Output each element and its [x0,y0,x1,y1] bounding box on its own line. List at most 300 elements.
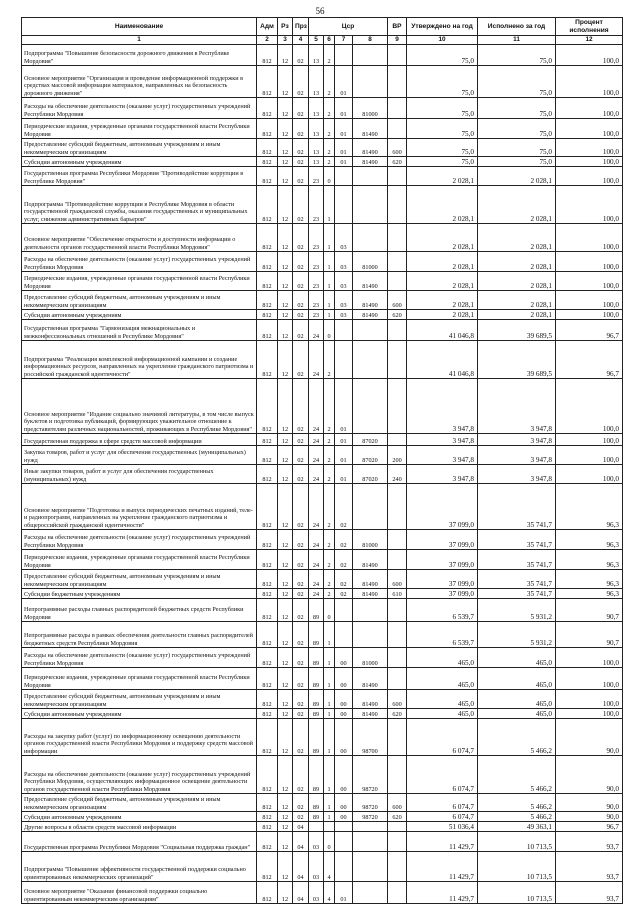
row-csr-direction [353,186,388,224]
row-csr-direction [353,484,388,530]
row-csr-subprogram: 1 [324,252,335,272]
row-adm: 812 [257,882,278,904]
row-csr-event: 00 [335,668,353,690]
row-fact: 2 028,1 [478,186,556,224]
row-csr-subprogram: 2 [324,446,335,465]
row-prz: 02 [293,599,309,622]
row-csr-direction [353,599,388,622]
row-csr-event: 01 [335,66,353,98]
row-csr-direction [353,822,388,832]
row-rz: 12 [278,98,293,119]
row-adm: 812 [257,550,278,570]
row-csr-event [335,167,353,186]
row-percent: 93,7 [556,882,623,904]
row-vr [388,622,407,648]
row-name: Субсидии автономным учреждениям [22,310,257,320]
row-csr-direction: 81490 [353,291,388,310]
row-csr-direction: 87020 [353,446,388,465]
row-plan: 6 074,7 [407,794,478,812]
row-rz: 12 [278,709,293,719]
row-csr-subprogram: 1 [324,756,335,794]
row-prz: 02 [293,530,309,550]
row-csr-subprogram: 2 [324,589,335,599]
row-adm: 812 [257,310,278,320]
row-rz: 12 [278,622,293,648]
row-csr-subprogram: 0 [324,599,335,622]
table-row [22,252,623,272]
table-row [22,291,623,310]
row-csr-event: 01 [335,139,353,157]
col-index: 9 [388,36,407,45]
row-csr-direction: 98720 [353,756,388,794]
row-percent: 100,0 [556,465,623,484]
row-rz: 12 [278,822,293,832]
row-csr-subprogram: 1 [324,310,335,320]
row-csr-event: 02 [335,530,353,550]
row-name: Основное мероприятие "Подготовка и выпуск периодических печатных изданий, теле- и радиопрограмм, направленных на укрепление гражданского патриотизма и общероссийской гражданской идентичности" [22,484,257,530]
row-csr-subprogram: 2 [324,570,335,589]
table-row [22,446,623,465]
row-percent: 96,3 [556,530,623,550]
row-csr-program: 23 [309,291,324,310]
row-prz: 02 [293,756,309,794]
row-prz: 02 [293,379,309,434]
row-rz: 12 [278,550,293,570]
row-adm: 812 [257,252,278,272]
table-row [22,852,623,882]
row-csr-subprogram: 1 [324,224,335,252]
row-vr: 600 [388,139,407,157]
row-rz: 12 [278,668,293,690]
row-prz: 02 [293,186,309,224]
row-csr-program: 24 [309,589,324,599]
row-plan: 37 099,0 [407,484,478,530]
row-csr-subprogram: 1 [324,648,335,668]
row-rz: 12 [278,66,293,98]
row-percent: 100,0 [556,709,623,719]
row-adm: 812 [257,465,278,484]
row-rz: 12 [278,310,293,320]
row-adm: 812 [257,719,278,756]
row-vr [388,167,407,186]
row-fact: 2 028,1 [478,167,556,186]
row-plan: 41 046,8 [407,320,478,341]
row-prz: 02 [293,719,309,756]
row-plan: 37 099,0 [407,550,478,570]
table-row [22,119,623,139]
row-fact: 5 931,2 [478,599,556,622]
row-csr-program: 24 [309,379,324,434]
row-csr-subprogram: 1 [324,668,335,690]
row-name: Предоставление субсидий бюджетным, автономным учреждениям и иным некоммерческим организациям [22,291,257,310]
row-vr: 600 [388,690,407,709]
row-csr-program: 89 [309,812,324,822]
row-fact: 3 947,8 [478,446,556,465]
row-vr: 600 [388,794,407,812]
row-csr-direction: 81490 [353,139,388,157]
row-rz: 12 [278,45,293,66]
row-csr-subprogram: 2 [324,379,335,434]
row-csr-program: 89 [309,709,324,719]
row-plan: 75,0 [407,119,478,139]
table-row [22,139,623,157]
row-name: Расходы на обеспечение деятельности (оказание услуг) государственных учреждений Республики Мордовия [22,252,257,272]
row-rz: 12 [278,719,293,756]
row-fact: 2 028,1 [478,291,556,310]
row-percent: 100,0 [556,379,623,434]
table-row [22,98,623,119]
row-vr [388,832,407,852]
row-prz: 02 [293,45,309,66]
row-csr-event: 01 [335,446,353,465]
row-percent: 96,7 [556,320,623,341]
row-percent: 93,7 [556,852,623,882]
row-adm: 812 [257,852,278,882]
row-csr-direction: 81490 [353,119,388,139]
row-percent: 96,7 [556,341,623,379]
table-row [22,599,623,622]
row-name: Расходы на обеспечение деятельности (оказание услуг) государственных учреждений Республики Мордовия [22,648,257,668]
row-plan: 465,0 [407,668,478,690]
row-csr-direction: 81000 [353,530,388,550]
row-percent: 100,0 [556,119,623,139]
row-csr-event: 01 [335,157,353,167]
row-percent: 100,0 [556,98,623,119]
row-prz: 02 [293,119,309,139]
row-adm: 812 [257,157,278,167]
row-plan: 6 539,7 [407,622,478,648]
row-vr: 620 [388,157,407,167]
row-adm: 812 [257,167,278,186]
row-csr-event: 02 [335,570,353,589]
row-prz: 02 [293,310,309,320]
row-vr [388,224,407,252]
row-csr-program: 24 [309,341,324,379]
row-adm: 812 [257,530,278,550]
row-percent: 90,0 [556,719,623,756]
row-csr-subprogram: 0 [324,320,335,341]
row-name: Предоставление субсидий бюджетным, автономным учреждениям и иным некоммерческим организациям [22,139,257,157]
row-plan: 3 947,8 [407,465,478,484]
row-csr-direction: 87020 [353,434,388,446]
row-name: Периодические издания, учрежденные органами государственной власти Республики Мордовия [22,550,257,570]
row-csr-event: 02 [335,589,353,599]
row-csr-direction [353,224,388,252]
row-plan: 6 074,7 [407,756,478,794]
table-row [22,832,623,852]
row-prz: 02 [293,291,309,310]
row-csr-program: 24 [309,570,324,589]
table-row [22,690,623,709]
row-prz: 02 [293,167,309,186]
row-fact: 3 947,8 [478,379,556,434]
row-csr-direction: 98720 [353,812,388,822]
row-percent: 100,0 [556,252,623,272]
row-name: Основное мероприятие "Организация и проведение информационной поддержки в средствах массовой информации материалов, направленных на безопасность дорожного движения" [22,66,257,98]
row-csr-direction: 98700 [353,719,388,756]
row-vr [388,45,407,66]
row-vr [388,66,407,98]
col-index: 1 [22,36,257,45]
header-rz: Рз [278,18,293,36]
row-adm: 812 [257,709,278,719]
row-vr [388,379,407,434]
row-csr-event [335,45,353,66]
row-rz: 12 [278,119,293,139]
row-csr-program: 23 [309,310,324,320]
row-vr: 240 [388,465,407,484]
row-csr-direction: 81490 [353,272,388,291]
row-vr: 610 [388,589,407,599]
row-csr-direction: 81000 [353,252,388,272]
row-csr-program: 13 [309,157,324,167]
row-csr-subprogram: 2 [324,465,335,484]
row-percent: 96,3 [556,589,623,599]
row-percent: 90,0 [556,794,623,812]
row-csr-event: 03 [335,272,353,291]
row-prz: 02 [293,66,309,98]
row-prz: 02 [293,341,309,379]
row-prz: 02 [293,465,309,484]
header-prz: Прз [293,18,309,36]
row-csr-program: 24 [309,465,324,484]
row-rz: 12 [278,224,293,252]
header-plan: Утверждено на год [407,18,478,36]
row-name: Подпрограмма "Противодействие коррупции в Республике Мордовия в области государственной гражданской службы, оказания государственных и муниципальных услуг, снижения административных барьеров" [22,186,257,224]
row-prz: 02 [293,139,309,157]
row-csr-event: 01 [335,379,353,434]
row-percent: 90,7 [556,622,623,648]
row-adm: 812 [257,589,278,599]
row-csr-subprogram: 2 [324,45,335,66]
row-name: Расходы на обеспечение деятельности (оказание услуг) государственных учреждений Республики Мордовия [22,98,257,119]
row-vr [388,550,407,570]
row-csr-event: 03 [335,291,353,310]
row-csr-event: 00 [335,812,353,822]
row-name: Предоставление субсидий бюджетным, автономным учреждениям и иным некоммерческим организациям [22,794,257,812]
row-name: Расходы на закупку работ (услуг) по информационному освещению деятельности органов государственной власти Республики Мордовия и поддержку средств массовой информации [22,719,257,756]
row-rz: 12 [278,530,293,550]
row-csr-subprogram: 2 [324,530,335,550]
column-index-row [22,36,623,45]
row-name: Основное мероприятие "Обеспечение открытости и доступности информации о деятельности органов государственной власти Республики Мордовия" [22,224,257,252]
row-csr-direction: 98720 [353,794,388,812]
table-row [22,465,623,484]
row-adm: 812 [257,320,278,341]
row-name: Государственная поддержка в сфере средств массовой информации [22,434,257,446]
row-vr [388,599,407,622]
row-csr-event: 01 [335,98,353,119]
row-csr-subprogram: 2 [324,66,335,98]
row-vr [388,98,407,119]
table-row [22,167,623,186]
row-csr-direction: 81490 [353,310,388,320]
row-plan: 2 028,1 [407,167,478,186]
row-csr-event: 03 [335,224,353,252]
row-csr-program: 13 [309,66,324,98]
row-csr-program: 24 [309,550,324,570]
header-fact: Исполнено за год [478,18,556,36]
row-prz: 04 [293,832,309,852]
row-csr-program: 23 [309,167,324,186]
col-index: 3 [278,36,293,45]
row-rz: 12 [278,794,293,812]
row-csr-direction [353,379,388,434]
row-csr-program: 89 [309,599,324,622]
row-adm: 812 [257,622,278,648]
row-csr-program: 03 [309,882,324,904]
header-row [22,18,623,36]
row-csr-direction: 81490 [353,668,388,690]
row-csr-subprogram: 2 [324,434,335,446]
row-vr [388,252,407,272]
table-row [22,434,623,446]
row-csr-program: 24 [309,530,324,550]
row-csr-event [335,822,353,832]
row-plan: 75,0 [407,98,478,119]
table-row [22,484,623,530]
row-prz: 02 [293,812,309,822]
table-row [22,622,623,648]
table-row [22,570,623,589]
row-fact: 39 689,5 [478,341,556,379]
row-prz: 04 [293,882,309,904]
row-csr-subprogram: 2 [324,550,335,570]
row-percent: 100,0 [556,690,623,709]
row-prz: 02 [293,320,309,341]
header-vr: ВР [388,18,407,36]
row-plan: 51 036,4 [407,822,478,832]
row-plan: 37 099,0 [407,570,478,589]
row-plan: 2 028,1 [407,252,478,272]
row-name: Субсидии автономным учреждениям [22,812,257,822]
row-vr [388,852,407,882]
row-percent: 96,3 [556,550,623,570]
col-index: 6 [324,36,335,45]
row-csr-direction: 81490 [353,589,388,599]
row-plan: 3 947,8 [407,446,478,465]
row-percent: 100,0 [556,167,623,186]
row-adm: 812 [257,570,278,589]
row-adm: 812 [257,379,278,434]
row-prz: 02 [293,648,309,668]
row-fact: 35 741,7 [478,484,556,530]
row-csr-event: 00 [335,709,353,719]
row-prz: 02 [293,668,309,690]
row-csr-event: 01 [335,119,353,139]
row-rz: 12 [278,852,293,882]
row-csr-event: 00 [335,648,353,668]
row-vr [388,484,407,530]
col-index: 11 [478,36,556,45]
row-csr-program: 24 [309,320,324,341]
row-fact: 35 741,7 [478,589,556,599]
row-plan: 2 028,1 [407,224,478,252]
row-fact: 2 028,1 [478,224,556,252]
row-percent: 100,0 [556,272,623,291]
row-vr: 600 [388,291,407,310]
row-adm: 812 [257,648,278,668]
table-row [22,379,623,434]
row-vr [388,434,407,446]
row-csr-event: 02 [335,550,353,570]
row-name: Основное мероприятие "Оказание финансовой поддержки социально ориентированным некоммерческим организациям" [22,882,257,904]
row-rz: 12 [278,756,293,794]
row-rz: 12 [278,139,293,157]
row-name: Предоставление субсидий бюджетным, автономным учреждениям и иным некоммерческим организациям [22,690,257,709]
row-vr [388,341,407,379]
row-percent: 90,0 [556,756,623,794]
row-csr-subprogram: 2 [324,119,335,139]
row-prz: 04 [293,852,309,882]
row-csr-program: 24 [309,434,324,446]
row-vr [388,668,407,690]
row-fact: 5 466,2 [478,812,556,822]
row-fact: 75,0 [478,45,556,66]
row-vr [388,822,407,832]
row-csr-subprogram: 1 [324,719,335,756]
row-vr [388,719,407,756]
row-rz: 12 [278,690,293,709]
row-percent: 100,0 [556,157,623,167]
row-csr-subprogram: 1 [324,291,335,310]
row-rz: 12 [278,599,293,622]
row-rz: 12 [278,446,293,465]
row-plan: 465,0 [407,648,478,668]
row-percent: 96,7 [556,822,623,832]
row-adm: 812 [257,434,278,446]
row-rz: 12 [278,291,293,310]
table-row [22,272,623,291]
row-rz: 12 [278,434,293,446]
budget-table [21,17,623,904]
table-row [22,66,623,98]
row-percent: 100,0 [556,186,623,224]
table-row [22,157,623,167]
row-percent: 100,0 [556,224,623,252]
row-vr: 620 [388,310,407,320]
row-csr-program: 23 [309,272,324,291]
col-index: 8 [353,36,388,45]
row-csr-subprogram: 0 [324,167,335,186]
row-csr-event: 02 [335,484,353,530]
row-fact: 75,0 [478,66,556,98]
row-csr-program: 13 [309,45,324,66]
page-number: 56 [315,6,325,16]
row-csr-subprogram: 4 [324,852,335,882]
row-csr-subprogram: 2 [324,484,335,530]
row-fact: 5 466,2 [478,719,556,756]
row-vr [388,119,407,139]
table-row [22,186,623,224]
row-prz: 02 [293,709,309,719]
table-row [22,550,623,570]
row-plan: 75,0 [407,139,478,157]
row-fact: 10 713,5 [478,832,556,852]
row-csr-direction: 87020 [353,465,388,484]
row-plan: 37 099,0 [407,530,478,550]
row-csr-direction [353,852,388,882]
table-row [22,794,623,812]
row-csr-subprogram: 2 [324,157,335,167]
row-rz: 12 [278,320,293,341]
row-adm: 812 [257,45,278,66]
row-fact: 35 741,7 [478,530,556,550]
row-vr [388,272,407,291]
table-row [22,530,623,550]
row-vr: 200 [388,446,407,465]
row-plan: 75,0 [407,157,478,167]
